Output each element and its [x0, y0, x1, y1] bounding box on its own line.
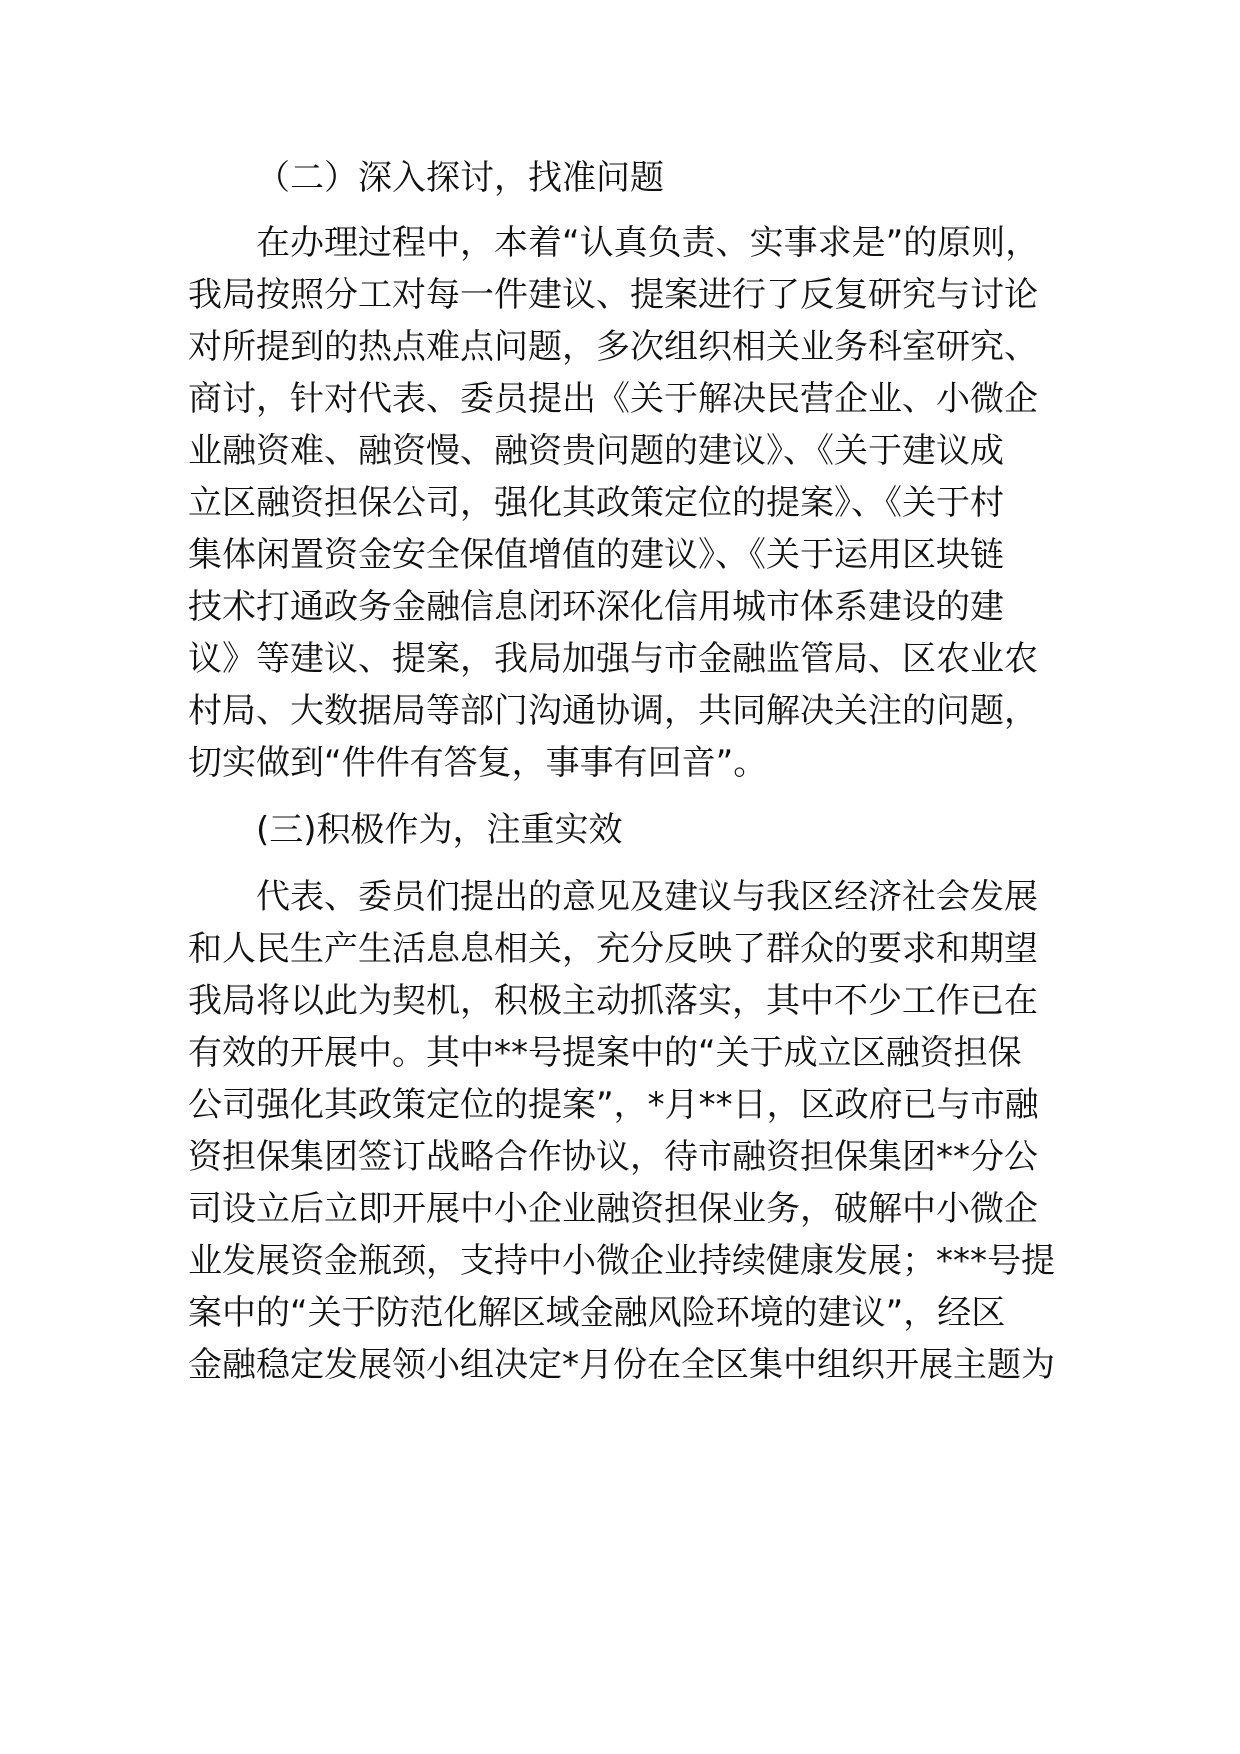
paragraph-1-line-7: 集体闲置资金安全保值增值的建议》、《关于运用区块链: [188, 535, 1004, 575]
paragraph-2-line-7: 司设立后立即开展中小企业融资担保业务，破解中小微企: [188, 1189, 1038, 1229]
section-heading-2: （二）深入探讨，找准问题: [256, 158, 664, 198]
paragraph-1-line-9: 议》等建议、提案，我局加强与市金融监管局、区农业农: [188, 639, 1038, 679]
paragraph-1-line-2: 我局按照分工对每一件建议、提案进行了反复研究与讨论: [188, 275, 1038, 315]
paragraph-1-line-8: 技术打通政务金融信息闭环深化信用城市体系建设的建: [188, 587, 1004, 627]
paragraph-1-line-6: 立区融资担保公司，强化其政策定位的提案》、《关于村: [188, 483, 1004, 523]
paragraph-2-line-2: 和人民生产生活息息相关，充分反映了群众的要求和期望: [188, 929, 1038, 969]
paragraph-1-line-11: 切实做到“件件有答复，事事有回音”。: [188, 743, 768, 783]
paragraph-1-line-5: 业融资难、融资慢、融资贵问题的建议》、《关于建议成: [188, 431, 1004, 471]
paragraph-2-line-9: 案中的“关于防范化解区域金融风险环境的建议”，经区: [188, 1293, 1006, 1333]
paragraph-2-line-1: 代表、委员们提出的意见及建议与我区经济社会发展: [256, 877, 1038, 917]
paragraph-2-line-6: 资担保集团签订战略合作协议，待市融资担保集团**分公: [188, 1137, 1038, 1177]
paragraph-2-line-3: 我局将以此为契机，积极主动抓落实，其中不少工作已在: [188, 981, 1038, 1021]
paragraph-2-line-10: 金融稳定发展领小组决定*月份在全区集中组织开展主题为: [188, 1345, 1055, 1385]
paragraph-1-line-10: 村局、大数据局等部门沟通协调，共同解决关注的问题，: [188, 691, 1038, 731]
paragraph-2-line-8: 业发展资金瓶颈，支持中小微企业持续健康发展；***号提: [188, 1241, 1055, 1281]
paragraph-1-line-1: 在办理过程中，本着“认真负责、实事求是”的原则，: [256, 223, 1040, 263]
paragraph-2-line-5: 公司强化其政策定位的提案”，*月**日，区政府已与市融: [188, 1085, 1039, 1125]
paragraph-2-line-4: 有效的开展中。其中**号提案中的“关于成立区融资担保: [188, 1033, 1022, 1073]
section-heading-3: (三)积极作为，注重实效: [256, 810, 623, 850]
paragraph-1-line-3: 对所提到的热点难点问题，多次组织相关业务科室研究、: [188, 327, 1038, 367]
paragraph-1-line-4: 商讨，针对代表、委员提出《关于解决民营企业、小微企: [188, 379, 1038, 419]
